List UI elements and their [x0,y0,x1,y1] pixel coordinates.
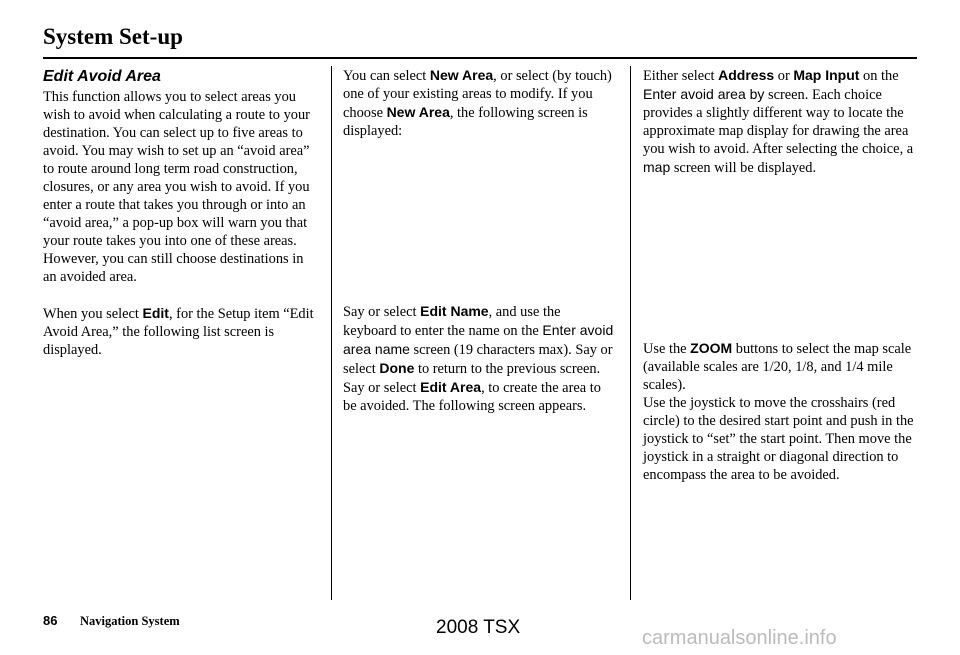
text-run: to return to the previous screen. Say or select [343,361,601,396]
column-divider [630,66,631,600]
screen-name-label: Enter avoid area name [343,322,614,357]
text-run: Use the [643,341,691,357]
map-screen-label: map [643,159,671,175]
intro-paragraph: This function allows you to select areas you wish to avoid when calculating a route to your destination. You can select up to five areas to avoid. You may wish to set up an “avoid area” to route around long term road construction, closures, or any area you wish to avoid. If you enter a route that takes you through or into an “avoid area,” a pop-up box will warn you that your route takes you into one of these areas. However, you can still choose destinations in an avoided area. [43,89,310,285]
section-subtitle: Edit Avoid Area [43,68,161,85]
text-run: Say or select [343,304,421,320]
edit-name-paragraph [343,302,617,415]
joystick-paragraph: Use the joystick to move the crosshairs (red circle) to the desired start point and push in the joystick to “set” the start point. Then move the joystick in a straight or diagonal direction to encompass the area to be avoided. [643,395,914,483]
address-key-label: Address [718,67,775,83]
page-title: System Set-up [43,24,183,49]
text-run: or [774,68,794,84]
text-run: on the [859,68,899,84]
edit-instruction-paragraph [43,304,317,359]
edit-area-key-label: Edit Area [420,379,482,395]
text-run: Either select [643,68,719,84]
edit-name-key-label: Edit Name [420,303,489,319]
text-run: When you select [43,306,143,322]
text-run: , and use the keyboard to enter the name on the [343,304,561,339]
address-map-paragraph [643,66,921,177]
text-run: screen (19 characters max). Say or select [343,342,613,377]
column-divider [331,66,332,600]
text-run: buttons to select the map scale (available scales are 1/20, 1/8, and 1/4 mile scales). [643,341,912,393]
column-2 [343,66,617,415]
text-run: , to create the area to be avoided. The following screen appears. [343,380,601,414]
column-3 [643,66,921,484]
new-area-paragraph [343,66,617,140]
text-run: , for the Setup item “Edit Avoid Area,” the following list screen is displayed. [43,306,314,358]
zoom-key-label: ZOOM [690,340,733,356]
new-area-key-label: New Area [386,104,450,120]
text-run: screen. Each choice provides a slightly different way to locate the approximate map display for drawing the area you wish to avoid. After selecting the choice, a [643,87,914,157]
text-run: , the following screen is displayed: [343,105,588,139]
text-run: , or select (by touch) one of your existing areas to modify. If you choose [343,68,612,121]
column-1 [43,66,317,359]
model-label: 2008 TSX [436,617,521,638]
footer-title: Navigation System [80,614,180,628]
text-run: You can select [343,68,430,84]
new-area-key-label: New Area [429,67,494,83]
edit-key-label: Edit [142,305,169,321]
map-input-key-label: Map Input [793,67,860,83]
screen-name-label: Enter avoid area by [643,86,765,102]
page-number: 86 [43,613,58,628]
text-run: screen will be displayed. [670,160,817,176]
zoom-paragraph [643,339,921,394]
watermark: carmanualsonline.info [642,627,837,649]
header-divider [43,57,917,59]
done-key-label: Done [379,360,415,376]
